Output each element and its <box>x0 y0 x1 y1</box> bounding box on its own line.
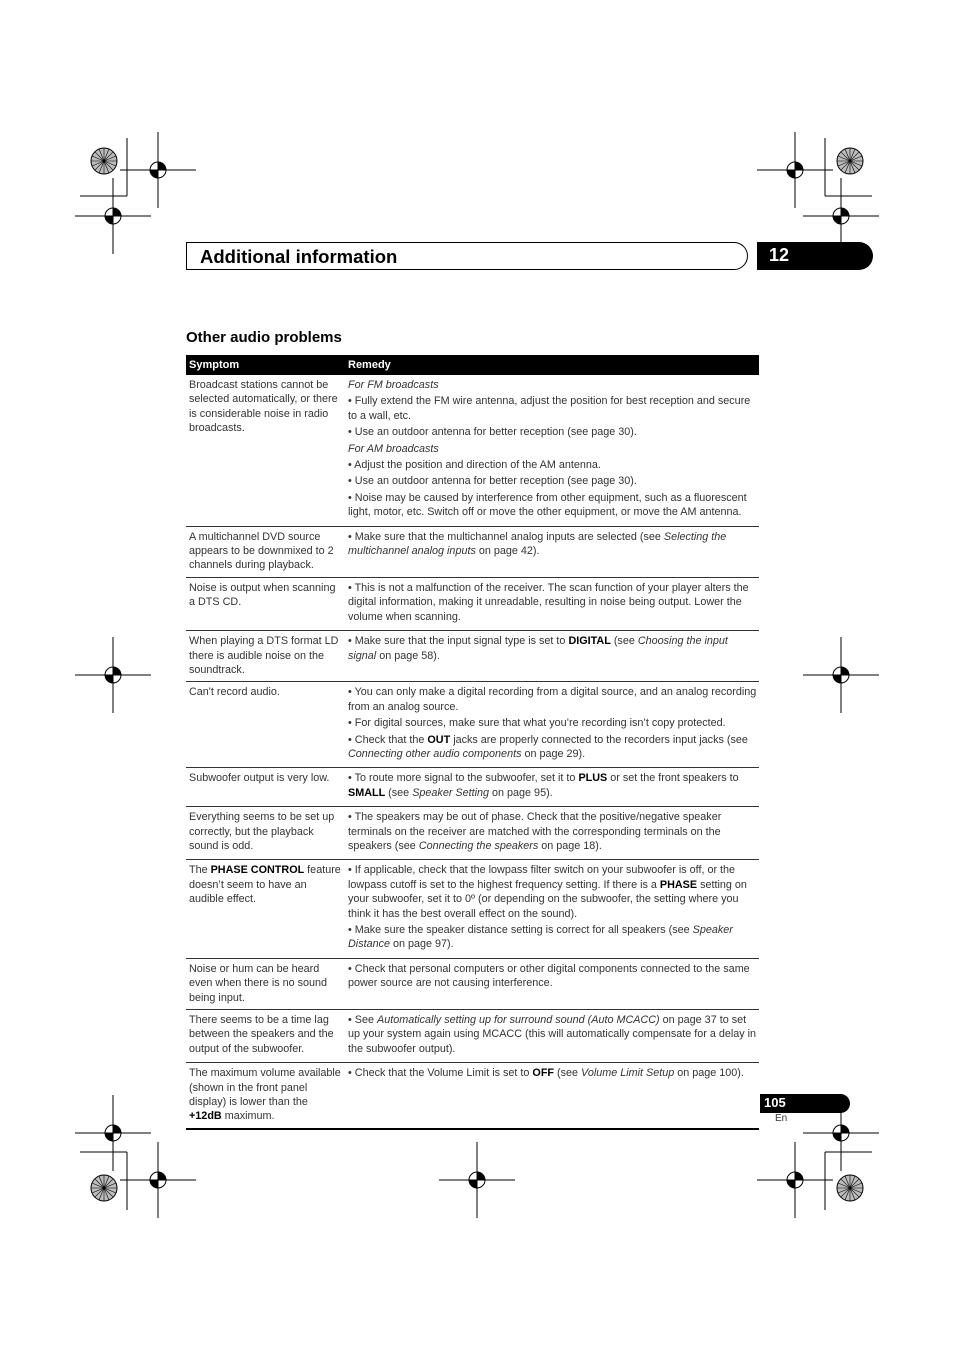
remedy-cell <box>345 631 759 681</box>
remedy-item: • Make sure that the input signal type is set to DIGITAL (see Choosing the input signal on page 58). <box>348 635 728 662</box>
symptom-cell: Noise or hum can be heard even when there is no sound being input. <box>189 962 328 1004</box>
chapter-number-tab: 12 <box>757 242 873 270</box>
remedy-item: • Use an outdoor antenna for better reception (see page 30). <box>348 475 637 488</box>
table-row <box>186 1010 759 1063</box>
page-language: En <box>775 1113 788 1124</box>
remedy-subheading: For FM broadcasts <box>348 379 439 391</box>
remedy-cell <box>345 527 759 577</box>
remedy-cell <box>345 860 759 957</box>
remedy-item: • If applicable, check that the lowpass filter switch on your subwoofer is off, or the lowpass cutoff is set to the highest frequency setting. If there is a PHASE setting on your subwoofer, set it to 0º (or depending on the subwoofer, the setting where you think it has the best overall effect on the sound). <box>348 864 747 920</box>
symptom-cell: Can't record audio. <box>189 686 280 699</box>
remedy-item: • This is not a malfunction of the receiver. The scan function of your player alters the digital information, making it unreadable, resulting in noise being output. Lower the volume when scanning. <box>348 581 749 623</box>
remedy-item: • The speakers may be out of phase. Check that the positive/negative speaker terminals on the receiver are matched with the corresponding terminals on the speakers (see Connecting the speakers on page 18). <box>348 811 722 852</box>
table-header <box>186 355 759 375</box>
table-row <box>186 1063 759 1130</box>
section-title: Other audio problems <box>186 329 342 346</box>
remedy-item: • Check that the Volume Limit is set to OFF (see Volume Limit Setup on page 100). <box>348 1067 744 1080</box>
remedy-item: • See Automatically setting up for surround sound (Auto MCACC) on page 37 to set up your system again using MCACC (this will automatically compensate for a delay in the subwoofer output). <box>348 1014 757 1055</box>
remedy-item: • Check that personal computers or other digital components connected to the same power source are not causing interference. <box>348 962 750 990</box>
symptom-cell: Subwoofer output is very low. <box>189 772 330 785</box>
table-row <box>186 631 759 682</box>
chapter-title: Additional information <box>200 246 398 267</box>
remedy-item: • Make sure the speaker distance setting is correct for all speakers (see Speaker Distance on page 97). <box>348 924 733 951</box>
symptom-cell: Broadcast stations cannot be selected automatically, or there is considerable noise in radio broadcasts. <box>189 379 338 435</box>
remedy-item: • Noise may be caused by interference from other equipment, such as a fluorescent light, motor, etc. Switch off or move the other equipment, or move the AM antenna. <box>348 491 747 519</box>
remedy-subheading: For AM broadcasts <box>348 442 439 455</box>
remedy-cell <box>345 375 759 526</box>
table-row <box>186 375 759 527</box>
remedy-item: • Adjust the position and direction of the AM antenna. <box>348 459 601 472</box>
symptom-cell: The maximum volume available (shown in the front panel display) is lower than the +12dB maximum. <box>189 1067 341 1123</box>
symptom-cell: Everything seems to be set up correctly, but the playback sound is odd. <box>189 811 335 852</box>
remedy-item: • You can only make a digital recording from a digital source, and an analog recording from an analog source. <box>348 686 757 713</box>
table-row <box>186 807 759 860</box>
remedy-cell <box>345 768 759 806</box>
troubleshooting-table <box>186 355 759 1130</box>
remedy-item: • Fully extend the FM wire antenna, adjust the position for best reception and secure to a wall, etc. <box>348 395 751 422</box>
table-body <box>186 375 759 1130</box>
symptom-cell: A multichannel DVD source appears to be downmixed to 2 channels during playback. <box>189 530 334 572</box>
remedy-item: • To route more signal to the subwoofer, set it to PLUS or set the front speakers to SMALL (see Speaker Setting on page 95). <box>348 772 739 799</box>
remedy-item: • For digital sources, make sure that what you’re recording isn’t copy protected. <box>348 717 726 730</box>
column-header-remedy: Remedy <box>348 359 391 371</box>
remedy-cell <box>345 578 759 630</box>
remedy-item: • Check that the OUT jacks are properly connected to the recorders input jacks (see Connecting other audio components on page 29). <box>348 733 748 760</box>
remedy-item: • Make sure that the multichannel analog inputs are selected (see Selecting the multichannel analog inputs on page 42). <box>348 530 727 558</box>
table-row <box>186 860 759 958</box>
remedy-item: • Use an outdoor antenna for better reception (see page 30). <box>348 426 637 439</box>
remedy-cell <box>345 1063 759 1128</box>
remedy-cell <box>345 959 759 1009</box>
symptom-cell: Noise is output when scanning a DTS CD. <box>189 581 336 609</box>
remedy-cell <box>345 682 759 767</box>
symptom-cell: The PHASE CONTROL feature doesn’t seem to have an audible effect. <box>189 864 341 906</box>
symptom-cell: When playing a DTS format LD there is audible noise on the soundtrack. <box>189 635 339 676</box>
symptom-cell: There seems to be a time lag between the speakers and the output of the subwoofer. <box>189 1014 334 1055</box>
table-row <box>186 959 759 1010</box>
chapter-header <box>186 242 748 270</box>
page-number: 105 <box>760 1094 850 1113</box>
remedy-cell <box>345 1010 759 1062</box>
table-row <box>186 578 759 631</box>
column-header-symptom: Symptom <box>189 359 240 371</box>
table-row <box>186 768 759 807</box>
table-row <box>186 527 759 578</box>
table-row <box>186 682 759 768</box>
remedy-cell <box>345 807 759 859</box>
